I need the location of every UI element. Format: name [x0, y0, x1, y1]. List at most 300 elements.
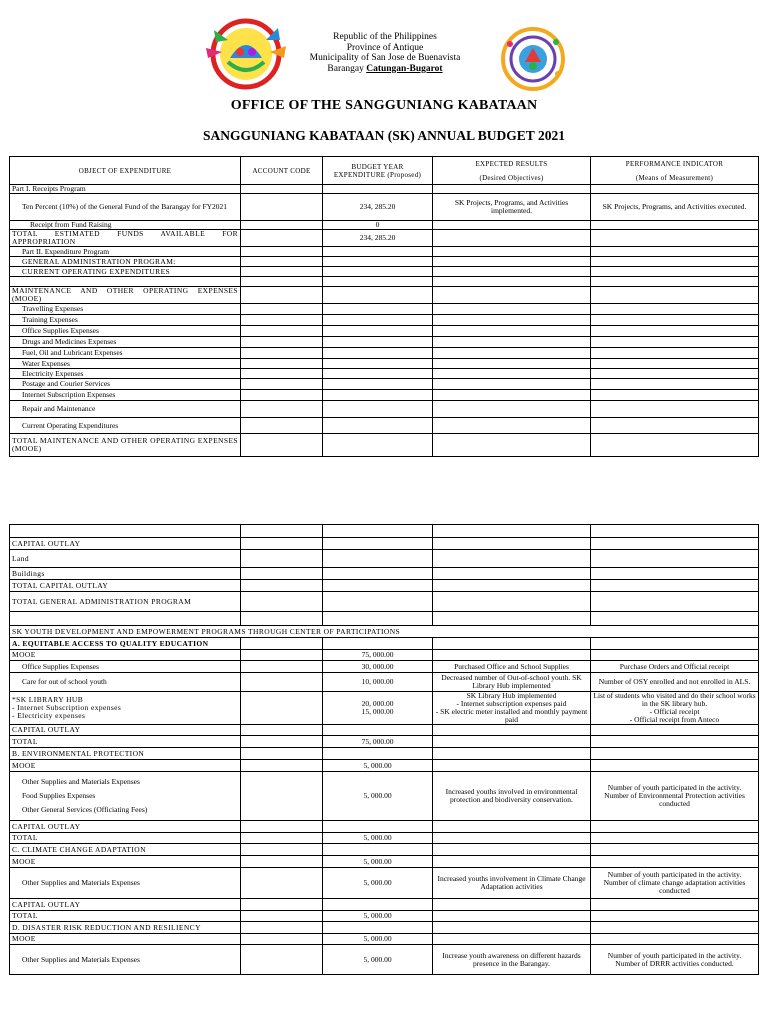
budget-cell — [323, 568, 433, 580]
object-cell — [10, 899, 241, 911]
budget-cell — [323, 277, 433, 287]
object-text: TOTAL ESTIMATED FUNDS AVAILABLE FOR APPROPRIATION — [12, 229, 238, 246]
expected-cell — [433, 945, 591, 975]
indicator-cell — [591, 760, 759, 772]
indicator-cell — [591, 692, 759, 725]
document-header — [0, 0, 768, 150]
indicator-cell — [591, 868, 759, 899]
expected-cell — [433, 856, 591, 868]
expected-cell — [433, 760, 591, 772]
object-cell — [10, 369, 241, 379]
indicator-cell — [591, 650, 759, 661]
object-text: TOTAL CAPITAL OUTLAY — [12, 580, 109, 590]
account-cell — [241, 277, 323, 287]
indicator-cell — [591, 194, 759, 221]
table-row — [10, 277, 759, 287]
account-cell — [241, 257, 323, 267]
table-row — [10, 348, 759, 359]
account-cell — [241, 580, 323, 592]
table-row — [10, 592, 759, 612]
budget-cell — [323, 612, 433, 626]
account-cell — [241, 326, 323, 337]
object-cell — [10, 856, 241, 868]
budget-value: 5, 000.00 — [363, 760, 392, 770]
object-cell — [10, 315, 241, 326]
table-row — [10, 568, 759, 580]
expected-cell — [433, 390, 591, 401]
budget-value: 5, 000.00 — [363, 878, 392, 887]
col-indicator-header — [591, 157, 759, 185]
object-text: Office Supplies Expenses — [22, 661, 99, 671]
budget-cell — [323, 911, 433, 922]
object-text: Other Supplies and Materials Expenses — [22, 777, 140, 786]
expected-cell — [433, 247, 591, 257]
budget-cell — [323, 230, 433, 247]
indicator-cell — [591, 221, 759, 230]
budget-cell — [323, 922, 433, 934]
indicator-cell — [591, 725, 759, 736]
budget-cell — [323, 833, 433, 844]
expected-cell — [433, 326, 591, 337]
object-text: Training Expenses — [22, 315, 78, 324]
object-cell — [10, 661, 241, 673]
indicator-cell — [591, 369, 759, 379]
budget-cell — [323, 856, 433, 868]
table-row — [10, 748, 759, 760]
object-cell — [10, 348, 241, 359]
object-cell — [10, 833, 241, 844]
indicator-subtitle: (Means of Measurement) — [635, 173, 714, 182]
indicator-cell — [591, 638, 759, 650]
account-cell — [241, 221, 323, 230]
budget-cell — [323, 348, 433, 359]
object-text: Water Expenses — [22, 358, 70, 368]
table-row — [10, 401, 759, 418]
account-cell — [241, 945, 323, 975]
object-text: D. DISASTER RISK REDUCTION AND RESILIENCY — [12, 922, 201, 932]
budget-cell — [323, 538, 433, 550]
object-text: MOOE — [12, 856, 36, 866]
barangay-bugarot-logo — [200, 18, 292, 90]
budget-cell — [323, 772, 433, 821]
object-cell — [10, 401, 241, 418]
indicator-cell — [591, 247, 759, 257]
object-cell — [10, 650, 241, 661]
expected-cell — [433, 185, 591, 194]
object-text: Electricity Expenses — [22, 368, 84, 378]
object-text: CAPITAL OUTLAY — [12, 725, 81, 734]
object-cell — [10, 267, 241, 277]
object-text-3: Other General Services (Officiating Fees) — [22, 805, 148, 814]
object-text: MOOE — [12, 934, 36, 943]
budget-value: 5, 000.00 — [363, 833, 392, 842]
indicator-cell — [591, 326, 759, 337]
expected-cell — [433, 821, 591, 833]
indicator-cell — [591, 257, 759, 267]
indicator-text-3: - Official receipt from Anteco — [629, 715, 720, 724]
account-cell — [241, 434, 323, 457]
object-text: CAPITAL OUTLAY — [12, 899, 81, 909]
office-title: OFFICE OF THE SANGGUNIANG KABATAAN — [230, 98, 538, 113]
indicator-cell — [591, 550, 759, 568]
object-text: GENERAL ADMINISTRATION PROGRAM: — [22, 256, 176, 266]
object-cell — [10, 538, 241, 550]
expected-cell — [433, 525, 591, 538]
table-row — [10, 538, 759, 550]
expected-cell — [433, 257, 591, 267]
table-row — [10, 844, 759, 856]
object-cell — [10, 337, 241, 348]
budget-table-part1 — [9, 156, 759, 457]
object-cell — [10, 922, 241, 934]
indicator-cell — [591, 592, 759, 612]
account-cell — [241, 267, 323, 277]
account-cell — [241, 934, 323, 945]
budget-cell — [323, 736, 433, 748]
object-text: MAINTENANCE AND OTHER OPERATING EXPENSES (MOOE) — [12, 286, 238, 303]
budget-title: SANGGUNIANG KABATAAN (SK) ANNUAL BUDGET 2021 — [203, 128, 565, 143]
object-text: CURRENT OPERATING EXPENDITURES — [22, 266, 171, 276]
object-text: Ten Percent (10%) of the General Fund of the Barangay for FY2021 — [22, 202, 228, 211]
expected-cell — [433, 725, 591, 736]
indicator-text: Number of youth participated in the activity. — [607, 783, 742, 792]
indicator-cell — [591, 661, 759, 673]
object-text: TOTAL — [12, 833, 38, 842]
indicator-cell — [591, 401, 759, 418]
object-cell — [10, 868, 241, 899]
expected-cell — [433, 833, 591, 844]
object-text: TOTAL — [12, 911, 38, 920]
col-budget-header: BUDGET YEAR EXPENDITURE (Proposed) — [323, 157, 433, 185]
account-cell — [241, 247, 323, 257]
table-row — [10, 267, 759, 277]
object-text: Care for out of school youth — [22, 677, 107, 686]
account-cell — [241, 772, 323, 821]
budget-cell — [323, 692, 433, 725]
table-row — [10, 934, 759, 945]
table-row — [10, 379, 759, 390]
expected-cell — [433, 650, 591, 661]
indicator-cell — [591, 772, 759, 821]
budget-value: 75, 000.00 — [361, 736, 394, 746]
indicator-text: SK Projects, Programs, and Activities executed. — [602, 202, 747, 211]
account-cell — [241, 650, 323, 661]
table-row — [10, 287, 759, 304]
object-cell — [10, 185, 241, 194]
object-cell — [10, 390, 241, 401]
account-cell — [241, 359, 323, 369]
budget-value: 75, 000.00 — [361, 650, 394, 659]
indicator-text: List of students who visited and do their school works in the SK library hub. — [593, 691, 756, 708]
account-cell — [241, 230, 323, 247]
table-row — [10, 911, 759, 922]
expected-cell — [433, 922, 591, 934]
object-text: MOOE — [12, 650, 36, 659]
object-cell — [10, 359, 241, 369]
object-cell — [10, 580, 241, 592]
object-text: TOTAL — [12, 736, 38, 746]
expected-cell — [433, 315, 591, 326]
budget-cell — [323, 267, 433, 277]
table-row — [10, 650, 759, 661]
indicator-cell — [591, 337, 759, 348]
indicator-cell — [591, 748, 759, 760]
expected-cell — [433, 612, 591, 626]
indicator-cell — [591, 418, 759, 434]
object-text: Office Supplies Expenses — [22, 326, 99, 335]
account-cell — [241, 538, 323, 550]
expected-cell — [433, 287, 591, 304]
table-row — [10, 315, 759, 326]
budget-cell — [323, 185, 433, 194]
indicator-cell — [591, 856, 759, 868]
sangguniang-kabataan-seal — [500, 26, 566, 92]
account-cell — [241, 673, 323, 692]
object-cell — [10, 304, 241, 315]
table-row — [10, 221, 759, 230]
indicator-cell — [591, 736, 759, 748]
section-heading-cell — [10, 626, 759, 638]
table-row — [10, 856, 759, 868]
account-cell — [241, 868, 323, 899]
account-cell — [241, 833, 323, 844]
indicator-cell — [591, 899, 759, 911]
table-row — [10, 369, 759, 379]
account-cell — [241, 390, 323, 401]
indicator-text: Number of OSY enrolled and not enrolled in ALS. — [598, 677, 751, 686]
indicator-cell — [591, 230, 759, 247]
object-text: Receipt from Fund Raising — [30, 220, 112, 229]
indicator-cell — [591, 390, 759, 401]
object-text: C. CLIMATE CHANGE ADAPTATION — [12, 844, 146, 854]
object-text: Other Supplies and Materials Expenses — [22, 878, 140, 887]
indicator-text-2: Number of climate change adaptation activities conducted — [603, 878, 746, 895]
budget-cell — [323, 868, 433, 899]
expected-cell — [433, 899, 591, 911]
expected-cell — [433, 580, 591, 592]
indicator-cell — [591, 348, 759, 359]
account-cell — [241, 922, 323, 934]
expected-cell — [433, 304, 591, 315]
object-text-2: Food Supplies Expenses — [22, 791, 96, 800]
table-row — [10, 772, 759, 821]
object-text-3: - Electricity expenses — [12, 711, 86, 720]
account-cell — [241, 638, 323, 650]
expected-cell — [433, 911, 591, 922]
indicator-cell — [591, 277, 759, 287]
table-row — [10, 304, 759, 315]
budget-cell — [323, 257, 433, 267]
table-row — [10, 247, 759, 257]
indicator-title: PERFORMANCE INDICATOR — [625, 159, 724, 168]
budget-cell — [323, 287, 433, 304]
expected-cell — [433, 434, 591, 457]
account-cell — [241, 760, 323, 772]
object-cell — [10, 736, 241, 748]
table-row — [10, 418, 759, 434]
expected-cell — [433, 592, 591, 612]
expected-text: Increased youths involved in environmental protection and biodiversity conservation. — [445, 787, 578, 804]
table-row — [10, 760, 759, 772]
expected-cell — [433, 692, 591, 725]
object-text: Part I. Receipts Program — [12, 184, 86, 193]
table-row — [10, 359, 759, 369]
table-row — [10, 337, 759, 348]
object-cell — [10, 277, 241, 287]
expected-title: EXPECTED RESULTS — [475, 159, 548, 168]
budget-cell — [323, 760, 433, 772]
account-cell — [241, 899, 323, 911]
indicator-cell — [591, 287, 759, 304]
expected-cell — [433, 568, 591, 580]
budget-cell — [323, 247, 433, 257]
table-row — [10, 390, 759, 401]
table-row — [10, 230, 759, 247]
object-text: Repair and Maintenance — [22, 404, 96, 413]
budget-value: 0 — [375, 220, 380, 229]
budget-cell — [323, 638, 433, 650]
object-text-2: - Internet Subscription expenses — [12, 703, 122, 712]
account-cell — [241, 379, 323, 390]
object-text: *SK LIBRARY HUB — [12, 695, 84, 704]
table-row — [10, 899, 759, 911]
budget-cell — [323, 748, 433, 760]
table-row — [10, 673, 759, 692]
table-row — [10, 661, 759, 673]
expected-cell — [433, 550, 591, 568]
object-cell — [10, 592, 241, 612]
object-text: A. EQUITABLE ACCESS TO QUALITY EDUCATION — [12, 638, 209, 648]
account-cell — [241, 821, 323, 833]
indicator-cell — [591, 379, 759, 390]
account-cell — [241, 911, 323, 922]
budget-cell — [323, 434, 433, 457]
col-expected-header — [433, 157, 591, 185]
part2-body — [10, 525, 759, 975]
account-cell — [241, 315, 323, 326]
object-text: Land — [12, 553, 30, 563]
table-row — [10, 626, 759, 638]
account-cell — [241, 612, 323, 626]
table-row — [10, 326, 759, 337]
object-text: CAPITAL OUTLAY — [12, 821, 81, 831]
indicator-cell — [591, 945, 759, 975]
indicator-cell — [591, 833, 759, 844]
object-cell — [10, 221, 241, 230]
expected-cell — [433, 369, 591, 379]
indicator-cell — [591, 580, 759, 592]
budget-cell — [323, 844, 433, 856]
budget-cell — [323, 401, 433, 418]
account-cell — [241, 337, 323, 348]
object-cell — [10, 326, 241, 337]
budget-value: 30, 000.00 — [361, 661, 394, 671]
budget-cell — [323, 821, 433, 833]
table-header-row — [10, 157, 759, 185]
table-row — [10, 612, 759, 626]
budget-value: 234, 285.20 — [359, 202, 396, 211]
indicator-cell — [591, 821, 759, 833]
province-line: Province of Antique — [346, 42, 424, 53]
budget-cell — [323, 379, 433, 390]
object-cell — [10, 945, 241, 975]
indicator-text: Number of youth participated in the activity. — [607, 870, 742, 879]
expected-text: SK Projects, Programs, and Activities implemented. — [454, 198, 569, 215]
expected-cell — [433, 379, 591, 390]
expected-text: Increase youth awareness on different hazards presence in the Barangay. — [442, 950, 581, 968]
object-cell — [10, 247, 241, 257]
indicator-cell — [591, 568, 759, 580]
expected-cell — [433, 194, 591, 221]
expected-cell — [433, 538, 591, 550]
account-cell — [241, 287, 323, 304]
budget-cell — [323, 934, 433, 945]
account-cell — [241, 568, 323, 580]
expected-cell — [433, 230, 591, 247]
budget-cell — [323, 525, 433, 538]
table-row — [10, 580, 759, 592]
address-block — [290, 32, 480, 74]
table-row — [10, 922, 759, 934]
indicator-cell — [591, 315, 759, 326]
account-cell — [241, 185, 323, 194]
account-cell — [241, 748, 323, 760]
object-text: Drugs and Medicines Expenses — [22, 337, 117, 346]
table-row — [10, 185, 759, 194]
indicator-text-2: Number of DRRR activities conducted. — [615, 958, 734, 968]
table-row — [10, 525, 759, 538]
budget-value: 10, 000.00 — [361, 677, 394, 686]
table-row — [10, 194, 759, 221]
indicator-cell — [591, 844, 759, 856]
indicator-text: Purchase Orders and Official receipt — [619, 661, 730, 671]
account-cell — [241, 369, 323, 379]
table-row — [10, 945, 759, 975]
object-cell — [10, 568, 241, 580]
account-cell — [241, 661, 323, 673]
table-row — [10, 550, 759, 568]
object-text: Part II. Expenditure Program — [22, 246, 110, 256]
account-cell — [241, 592, 323, 612]
expected-cell — [433, 277, 591, 287]
indicator-cell — [591, 612, 759, 626]
account-cell — [241, 856, 323, 868]
col-account-header: ACCOUNT CODE — [241, 157, 323, 185]
table-row — [10, 725, 759, 736]
object-cell — [10, 638, 241, 650]
account-cell — [241, 525, 323, 538]
indicator-cell — [591, 434, 759, 457]
barangay-prefix: Barangay — [327, 63, 367, 74]
budget-value-2: 15, 000.00 — [361, 707, 394, 716]
object-cell — [10, 434, 241, 457]
indicator-cell — [591, 185, 759, 194]
object-cell — [10, 287, 241, 304]
object-text: Other Supplies and Materials Expenses — [22, 954, 140, 964]
budget-cell — [323, 315, 433, 326]
budget-cell — [323, 673, 433, 692]
expected-text-2: - Internet subscription expenses paid — [456, 699, 567, 708]
object-cell — [10, 230, 241, 247]
republic-line: Republic of the Philippines — [333, 32, 437, 42]
table-row — [10, 833, 759, 844]
budget-value: 5, 000.00 — [363, 791, 392, 800]
budget-cell — [323, 221, 433, 230]
expected-subtitle: (Desired Objectives) — [479, 173, 544, 182]
account-cell — [241, 550, 323, 568]
expected-cell — [433, 673, 591, 692]
indicator-cell — [591, 911, 759, 922]
